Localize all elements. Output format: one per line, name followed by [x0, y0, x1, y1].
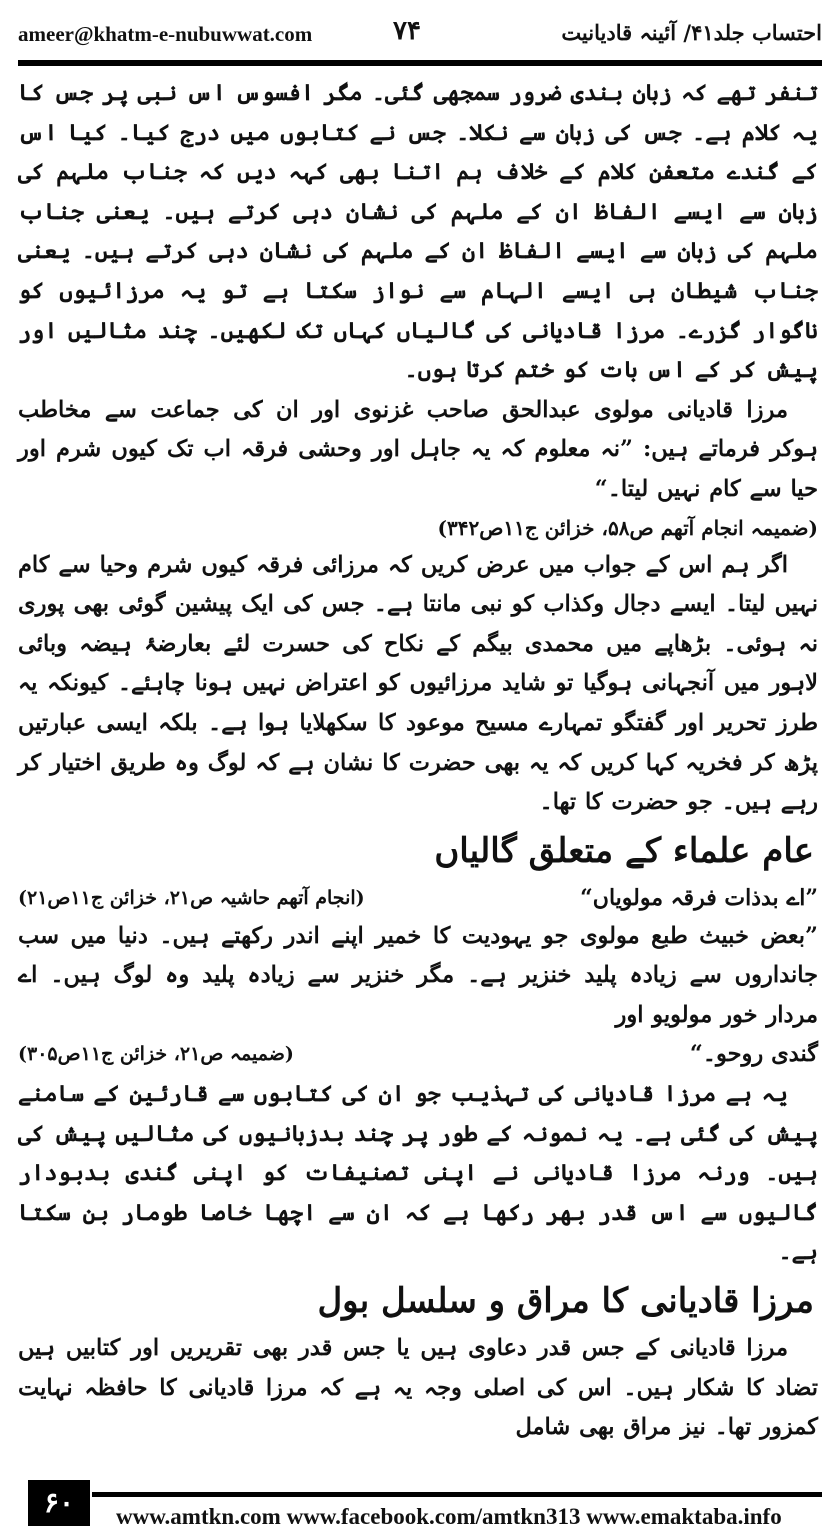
- page-body: [18, 74, 818, 1448]
- section-heading-maraq: مرزا قادیانی کا مراق و سلسل بول: [317, 1281, 814, 1322]
- header-email: ameer@khatm-e-nubuwwat.com: [18, 22, 313, 46]
- paragraph-1: تنفر تھے کہ زبان بندی ضرور سمجھی گئی۔ مگر افسوس اس نبی پر جس کا یہ کلام ہے۔ جس کی زبان سے نکلا۔ جس نے کتابوں میں درج کیا۔ کیا اس کے گندے متعفن کلام کے خلاف ہم اتنا بھی کہہ دیں کہ جناب ملہم کی زبان سے ایسے الفاظ ان کے ملہم کی نشان دہی کرتے ہیں۔ یعنی جناب ملہم کی زبان سے ایسے الفاظ ان کے ملہم کی نشان دہی کرتے ہیں۔ یعنی جناب شیطان ہی ایسے الہام سے نواز سکتا ہے تو یہ مرزائیوں کو ناگوار گزرے۔ مرزا قادیانی کی گالیاں کہاں تک لکھیں۔ چند مثالیں اور پیش کر کے اس بات کو ختم کرتا ہوں۔: [18, 80, 818, 384]
- quote-1: ”اے بدذات فرقہ مولویاں“: [580, 884, 818, 911]
- paragraph-4-end-row: [18, 1035, 818, 1075]
- paragraph-4: ”بعض خبیث طبع مولوی جو یہودیت کا خمیر اپنے اندر رکھتے ہیں۔ دنیا میں سب جانداروں سے زیادہ پلید خنزیر ہے۔ مگر خنزیر سے زیادہ پلید وہ لوگ ہیں۔ اے مردار خور مولویو اور: [18, 922, 818, 1028]
- paragraph-5: یہ ہے مرزا قادیانی کی تہذیب جو ان کی کتابوں سے قارئین کے سامنے پیش کی گئی ہے۔ یہ نمونہ کے طور پر چند بدزبانیوں کی مثالیں پیش کی ہیں۔ ورنہ مرزا قادیانی نے اپنی تصنیفات کو اپنی گندی بدبودار گالیوں سے اس قدر بھر رکھا ہے کہ ان سے اچھا خاصا طومار بن سکتا ہے۔: [18, 1081, 818, 1266]
- paragraph-3: اگر ہم اس کے جواب میں عرض کریں کہ مرزائی فرقہ کیوں شرم وحیا سے کام نہیں لیتا۔ ایسے دجال وکذاب کو نبی مانتا ہے۔ جس کی ایک پیشین گوئی بھی پوری نہ ہوئی۔ بڑھاپے میں محمدی بیگم کے نکاح کی حسرت لئے بعارضۂ ہیضہ وبائی لاہور میں آنجہانی ہوگیا تو شاید مرزائیوں کو اعتراض نہیں ہونا چاہئے۔ کیونکہ یہ طرز تحریر اور گفتگو تمہارے مسیح موعود کا سکھلایا ہوا ہے۔ بلکہ ایسی عبارتیں پڑھ کر فخریہ کہا کریں کہ یہ بھی حضرت کا نشان ہے کہ لوگ وہ طریق اختیار کر رہے ہیں۔ جو حضرت کا تھا۔: [18, 551, 818, 816]
- paragraph-6: مرزا قادیانی کے جس قدر دعاوی ہیں یا جس قدر بھی تقریریں اور کتابیں ہیں تضاد کا شکار ہیں۔ اس کی اصلی وجہ یہ ہے کہ مرزا قادیانی کا حافظہ نہایت کمزور تھا۔ نیز مراق بھی شامل: [18, 1335, 818, 1441]
- paragraph-2: مرزا قادیانی مولوی عبدالحق صاحب غزنوی اور ان کی جماعت سے مخاطب ہوکر فرماتے ہیں: ”نہ معلوم کہ یہ جاہل اور وحشی فرقہ اب تک کیوں شرم اور حیا سے کام نہیں لیتا۔“: [18, 396, 818, 502]
- header-rule: [18, 60, 822, 66]
- footer-urls: www.amtkn.com www.facebook.com/amtkn313 www.emaktaba.info: [116, 1504, 782, 1529]
- paragraph-4-end: گندی روحو۔“: [689, 1041, 818, 1068]
- quote-1-reference: (انجام آتھم حاشیہ ص۲۱، خزائن ج۱۱ص۲۱): [18, 886, 365, 909]
- page-footer: [0, 1478, 840, 1540]
- page-header: [18, 14, 822, 54]
- quote-row: [18, 879, 818, 917]
- header-title: احتساب جلد۴۱/ آئینہ قادیانیت: [561, 20, 822, 45]
- header-page-number: ۷۴: [393, 16, 421, 46]
- footer-page-number: ۶۰: [28, 1480, 90, 1526]
- footer-rule: [92, 1492, 822, 1497]
- reference-1: (ضمیمہ انجام آتھم ص۵۸، خزائن ج۱۱ص۳۴۲): [437, 515, 818, 540]
- section-heading-abuses: عام علماء کے متعلق گالیاں: [434, 830, 814, 871]
- paragraph-4-reference: (ضمیمہ ص۲۱، خزائن ج۱۱ص۳۰۵): [18, 1043, 294, 1066]
